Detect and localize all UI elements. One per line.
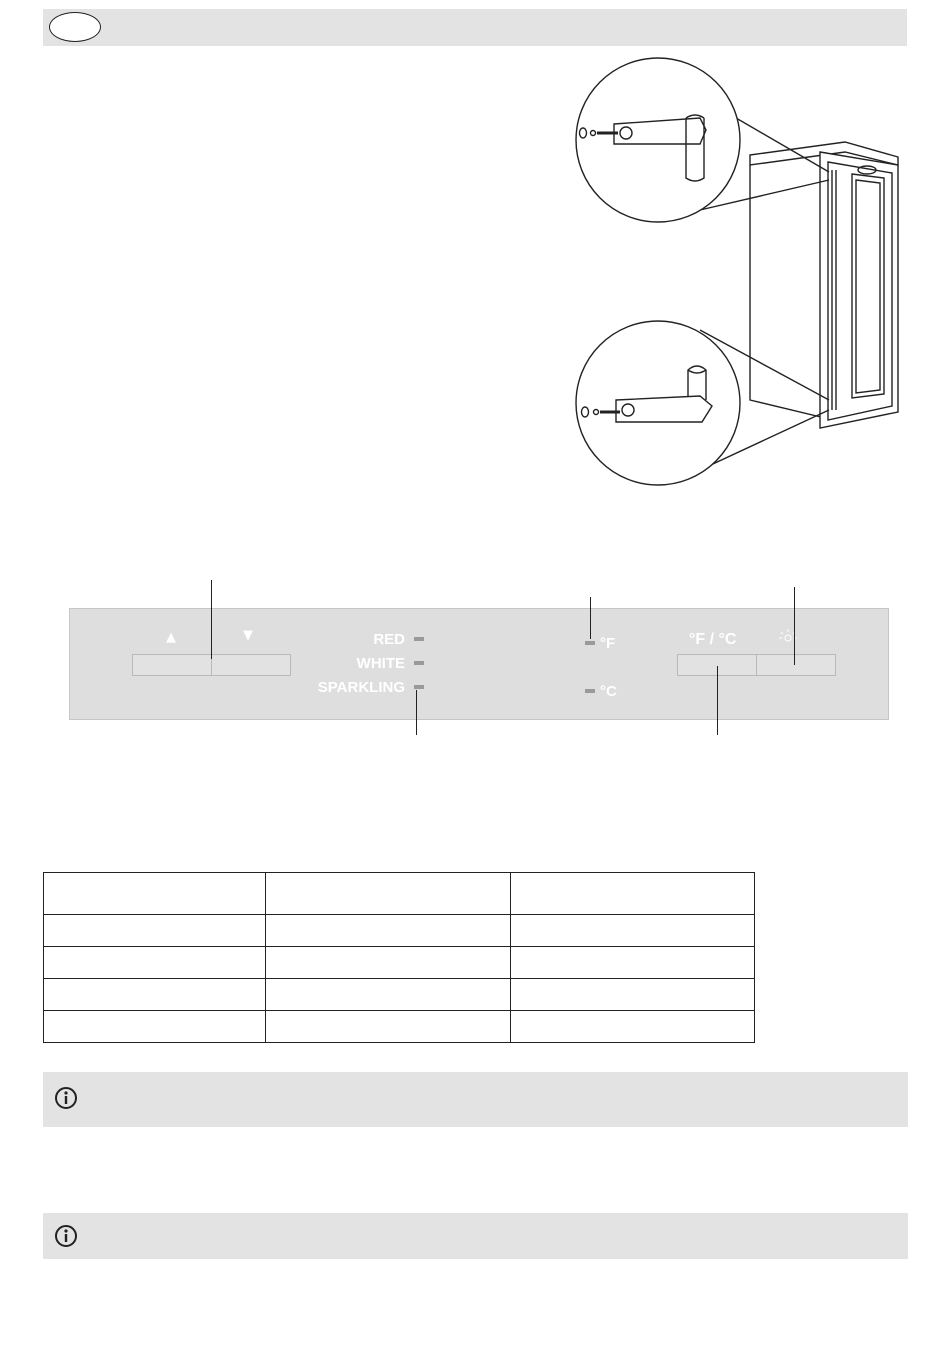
temperature-up-button[interactable] <box>132 654 212 676</box>
callout-line-light-button <box>794 587 795 665</box>
table-cell <box>266 915 511 947</box>
wine-cooler-cabinet <box>750 142 898 428</box>
led-sparkling <box>414 685 424 689</box>
table-cell <box>44 915 266 947</box>
info-icon <box>54 1086 78 1110</box>
table-row <box>44 947 755 979</box>
led-white <box>414 661 424 665</box>
led-fahrenheit <box>585 641 595 645</box>
top-hinge-detail <box>576 58 740 222</box>
callout-line-unit-toggle <box>717 666 718 735</box>
table-cell <box>511 947 755 979</box>
unit-label-fahrenheit: °F <box>600 635 616 652</box>
table-cell <box>266 1011 511 1043</box>
table-header-cell <box>511 873 755 915</box>
led-red <box>414 637 424 641</box>
callout-line-sparkling <box>416 690 417 735</box>
table-cell <box>511 979 755 1011</box>
led-celsius <box>585 689 595 693</box>
table-cell <box>44 1011 266 1043</box>
table-header-cell <box>266 873 511 915</box>
callout-line-temperature-buttons <box>211 580 212 659</box>
table-cell <box>266 979 511 1011</box>
mode-label-red: RED <box>373 631 405 648</box>
table-cell <box>44 947 266 979</box>
unit-label-celsius: °C <box>600 683 617 700</box>
temperature-down-button[interactable] <box>211 654 291 676</box>
info-icon <box>54 1224 78 1248</box>
table-row <box>44 915 755 947</box>
unit-toggle-label: °F / °C <box>689 631 737 648</box>
control-panel <box>69 608 889 720</box>
light-button[interactable] <box>756 654 836 676</box>
mode-label-sparkling: SPARKLING <box>317 679 405 696</box>
light-bulb-icon <box>778 628 798 646</box>
table-header-cell <box>44 873 266 915</box>
down-arrow-icon: ▼ <box>243 628 253 643</box>
info-note-2 <box>43 1213 908 1259</box>
table-row <box>44 979 755 1011</box>
mode-label-white: WHITE <box>356 655 405 672</box>
table-cell <box>511 1011 755 1043</box>
table-cell <box>511 915 755 947</box>
bottom-hinge-detail <box>576 321 740 485</box>
table-cell <box>44 979 266 1011</box>
table-header-row <box>44 873 755 915</box>
table-cell <box>266 947 511 979</box>
up-arrow-icon: ▲ <box>166 630 176 645</box>
callout-line-fahrenheit <box>590 597 591 639</box>
info-note-1 <box>43 1072 908 1127</box>
table-row <box>44 1011 755 1043</box>
wine-cooler-hinge-illustration <box>0 0 950 500</box>
data-table <box>43 872 755 1043</box>
